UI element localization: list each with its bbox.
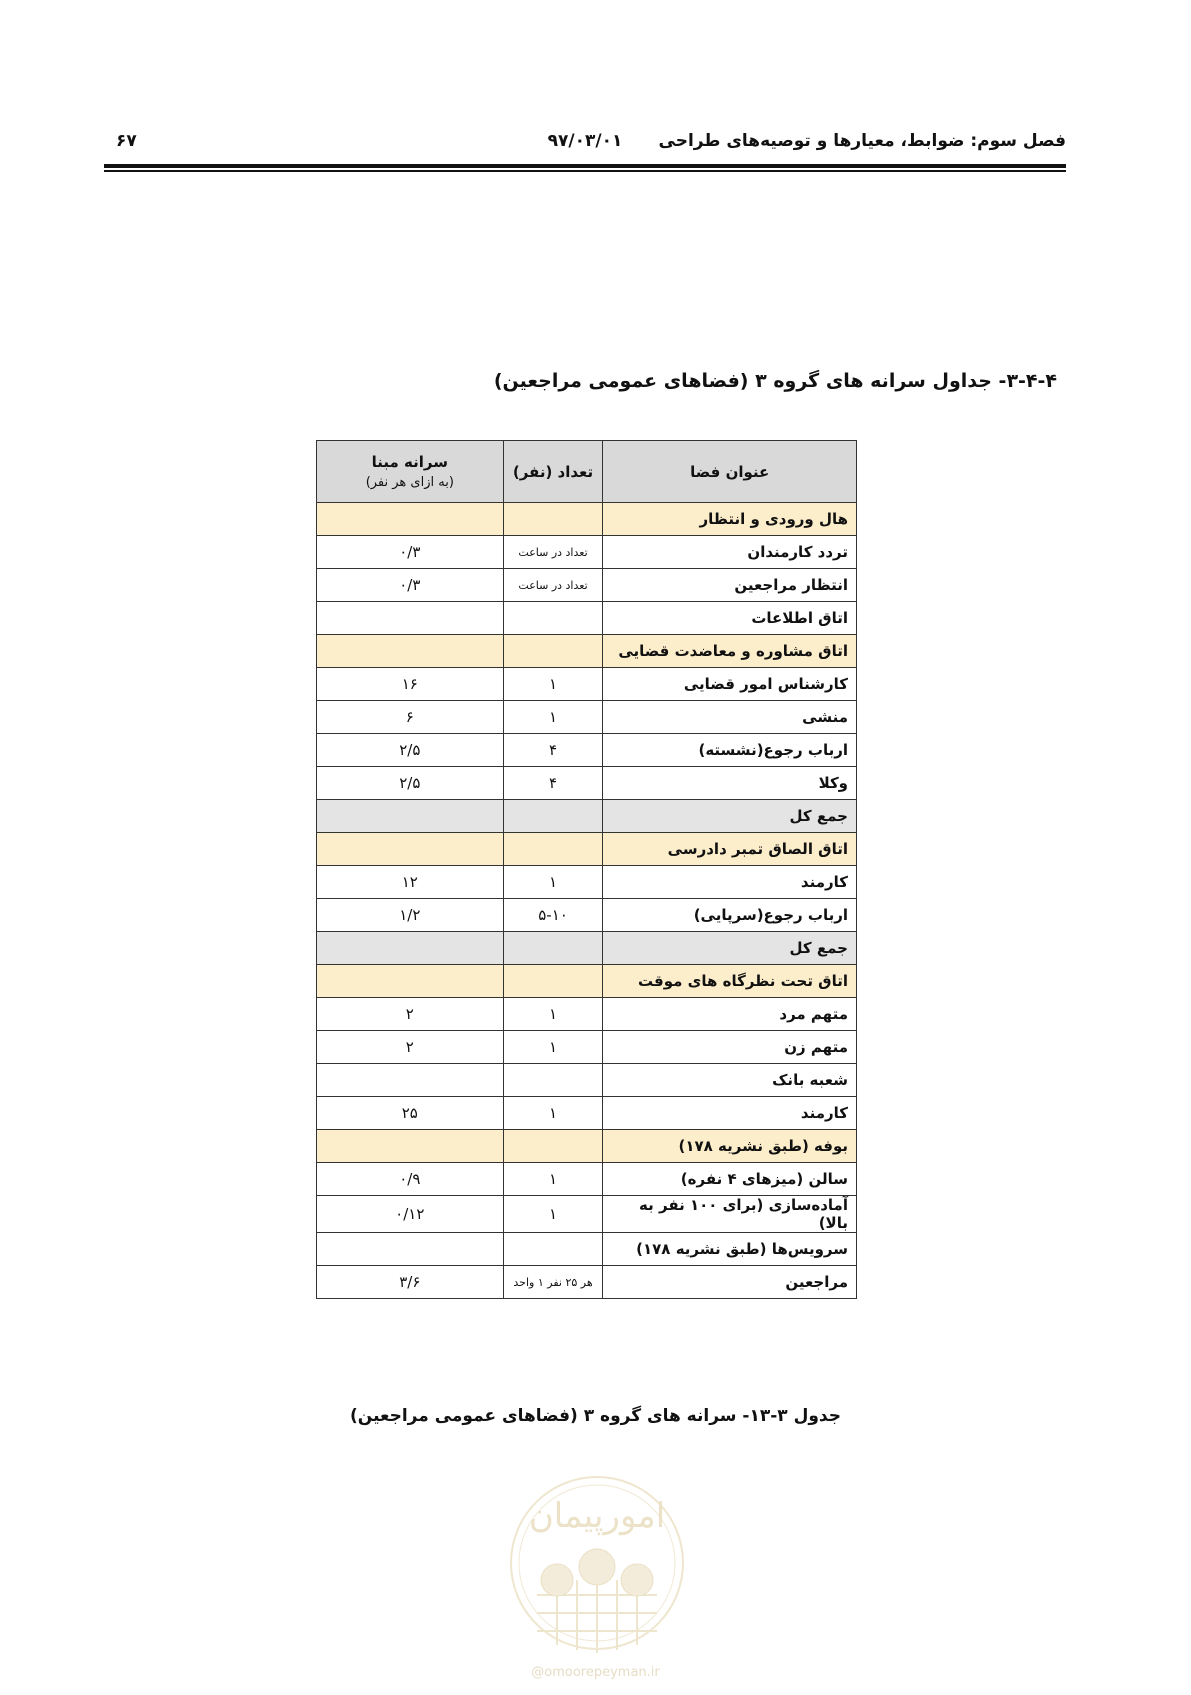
table-row xyxy=(317,602,857,635)
cell-per-capita: ۰/۱۲ xyxy=(317,1196,504,1233)
table-row xyxy=(317,734,857,767)
cell-count: ۴ xyxy=(503,767,603,800)
table-row xyxy=(317,668,857,701)
cell-space-title: اتاق الصاق تمبر دادرسی xyxy=(603,833,857,866)
cell-count xyxy=(503,1064,603,1097)
table-row xyxy=(317,1064,857,1097)
cell-count: ۱ xyxy=(503,1097,603,1130)
cell-per-capita: ۰/۹ xyxy=(317,1163,504,1196)
cell-per-capita: ۲ xyxy=(317,1031,504,1064)
cell-space-title: هال ورودی و انتظار xyxy=(603,503,857,536)
cell-space-title: آماده‌سازی (برای ۱۰۰ نفر به بالا) xyxy=(603,1196,857,1233)
cell-space-title: جمع کل xyxy=(603,932,857,965)
cell-count: ۱ xyxy=(503,866,603,899)
cell-count: ۱ xyxy=(503,998,603,1031)
cell-per-capita xyxy=(317,1130,504,1163)
watermark-site: @omoorepeyman.ir xyxy=(531,1665,660,1680)
section-row xyxy=(317,833,857,866)
cell-space-title: تردد کارمندان xyxy=(603,536,857,569)
cell-space-title: جمع کل xyxy=(603,800,857,833)
cell-per-capita: ۲/۵ xyxy=(317,734,504,767)
cell-per-capita: ۰/۳ xyxy=(317,536,504,569)
section-row xyxy=(317,503,857,536)
table-row xyxy=(317,569,857,602)
cell-count xyxy=(503,800,603,833)
cell-per-capita xyxy=(317,833,504,866)
cell-per-capita xyxy=(317,965,504,998)
page-number: ۶۷ xyxy=(116,131,137,151)
cell-count xyxy=(503,602,603,635)
cell-space-title: کارشناس امور قضایی xyxy=(603,668,857,701)
header-date: ۹۷/۰۳/۰۱ xyxy=(547,131,623,151)
cell-count: تعداد در ساعت xyxy=(503,536,603,569)
table-row xyxy=(317,866,857,899)
cell-space-title: سرویس‌ها (طبق نشریه ۱۷۸) xyxy=(603,1233,857,1266)
table-row xyxy=(317,1266,857,1299)
cell-count: تعداد در ساعت xyxy=(503,569,603,602)
cell-per-capita xyxy=(317,602,504,635)
cell-space-title: کارمند xyxy=(603,866,857,899)
cell-per-capita xyxy=(317,932,504,965)
cell-per-capita: ۳/۶ xyxy=(317,1266,504,1299)
header-per-capita-label: سرانه مبنا xyxy=(371,453,448,471)
table-body xyxy=(317,503,857,1299)
cell-per-capita xyxy=(317,635,504,668)
cell-per-capita: ۲۵ xyxy=(317,1097,504,1130)
cell-count: ۱ xyxy=(503,668,603,701)
cell-space-title: اتاق تحت نظرگاه های موقت xyxy=(603,965,857,998)
cell-per-capita xyxy=(317,800,504,833)
chapter-title: فصل سوم: ضوابط، معیارها و توصیه‌های طراحی xyxy=(658,131,1066,151)
cell-count: ۱ xyxy=(503,1196,603,1233)
cell-count xyxy=(503,1130,603,1163)
cell-space-title: مراجعین xyxy=(603,1266,857,1299)
cell-space-title: متهم مرد xyxy=(603,998,857,1031)
per-capita-table xyxy=(316,440,857,1299)
cell-per-capita: ۲ xyxy=(317,998,504,1031)
section-row xyxy=(317,965,857,998)
table-row xyxy=(317,767,857,800)
cell-count xyxy=(503,635,603,668)
table-row xyxy=(317,1196,857,1233)
table-header-row xyxy=(317,441,857,503)
header-per-capita-sub: (به ازای هر نفر) xyxy=(365,475,454,490)
page-header xyxy=(104,131,1066,157)
cell-per-capita: ۶ xyxy=(317,701,504,734)
cell-per-capita xyxy=(317,1233,504,1266)
section-title: ۳-۴-۴- جداول سرانه های گروه ۳ (فضاهای عمومی مراجعین) xyxy=(493,370,1057,392)
cell-space-title: اتاق اطلاعات xyxy=(603,602,857,635)
table-caption: جدول ۳-۱۳- سرانه های گروه ۳ (فضاهای عمومی مراجعین) xyxy=(350,1406,841,1426)
header-count: تعداد (نفر) xyxy=(503,441,603,503)
total-row xyxy=(317,800,857,833)
table-row xyxy=(317,1097,857,1130)
cell-space-title: شعبه بانک xyxy=(603,1064,857,1097)
cell-count: ۴ xyxy=(503,734,603,767)
table-row xyxy=(317,1031,857,1064)
header-space-title: عنوان فضا xyxy=(603,441,857,503)
cell-per-capita: ۱۶ xyxy=(317,668,504,701)
cell-space-title: انتظار مراجعین xyxy=(603,569,857,602)
table-row xyxy=(317,998,857,1031)
cell-space-title: وکلا xyxy=(603,767,857,800)
cell-space-title: اتاق مشاوره و معاضدت قضایی xyxy=(603,635,857,668)
header-rule-thick xyxy=(104,164,1066,168)
header-rule-thin xyxy=(104,170,1066,172)
cell-per-capita: ۰/۳ xyxy=(317,569,504,602)
watermark-logo xyxy=(497,1455,697,1695)
table-row xyxy=(317,899,857,932)
cell-per-capita xyxy=(317,503,504,536)
table-row xyxy=(317,536,857,569)
cell-count xyxy=(503,833,603,866)
cell-count xyxy=(503,1233,603,1266)
cell-per-capita: ۲/۵ xyxy=(317,767,504,800)
table-row xyxy=(317,701,857,734)
cell-space-title: ارباب رجوع(سرپایی) xyxy=(603,899,857,932)
section-row xyxy=(317,1130,857,1163)
cell-count xyxy=(503,965,603,998)
watermark-logo-text: امورپیمان xyxy=(528,1496,666,1536)
cell-space-title: متهم زن xyxy=(603,1031,857,1064)
cell-count: ۱ xyxy=(503,1031,603,1064)
cell-per-capita: ۱/۲ xyxy=(317,899,504,932)
cell-space-title: منشی xyxy=(603,701,857,734)
table-row xyxy=(317,1163,857,1196)
header-per-capita xyxy=(317,441,504,503)
cell-count xyxy=(503,932,603,965)
cell-count: ۱ xyxy=(503,1163,603,1196)
cell-space-title: کارمند xyxy=(603,1097,857,1130)
cell-count xyxy=(503,503,603,536)
cell-per-capita: ۱۲ xyxy=(317,866,504,899)
cell-count: هر ۲۵ نفر ۱ واحد xyxy=(503,1266,603,1299)
total-row xyxy=(317,932,857,965)
section-row xyxy=(317,635,857,668)
cell-count: ۵-۱۰ xyxy=(503,899,603,932)
cell-space-title: سالن (میزهای ۴ نفره) xyxy=(603,1163,857,1196)
table-row xyxy=(317,1233,857,1266)
cell-space-title: ارباب رجوع(نشسته) xyxy=(603,734,857,767)
cell-count: ۱ xyxy=(503,701,603,734)
cell-space-title: بوفه (طبق نشریه ۱۷۸) xyxy=(603,1130,857,1163)
cell-per-capita xyxy=(317,1064,504,1097)
